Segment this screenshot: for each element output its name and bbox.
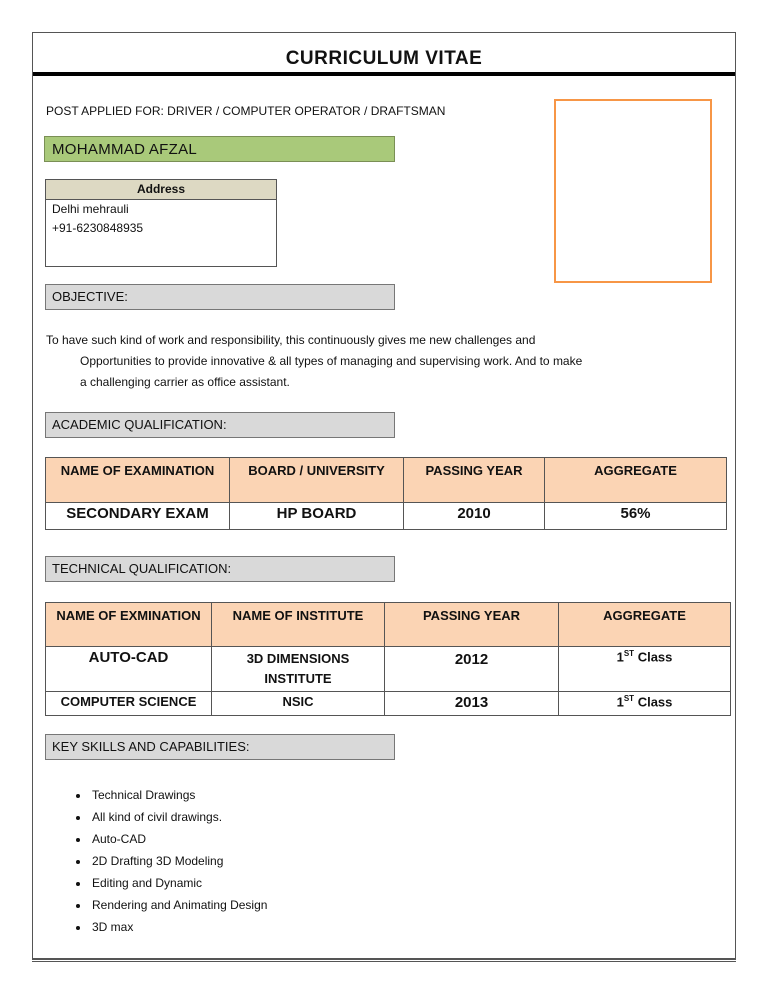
address-box (45, 179, 277, 267)
list-item: • Rendering and Animating Design (90, 894, 267, 916)
academic-heading: ACADEMIC QUALIFICATION: (45, 412, 395, 438)
table-header-row (46, 458, 727, 503)
table-cell: SECONDARY EXAM (46, 503, 230, 530)
table-cell: NSIC (212, 692, 385, 716)
list-item: • All kind of civil drawings. (90, 806, 267, 828)
technical-table (45, 602, 731, 716)
table-cell: 3D DIMENSIONS INSTITUTE (212, 647, 385, 692)
address-heading: Address (46, 180, 276, 200)
table-row (46, 503, 727, 530)
bottom-border (32, 958, 736, 962)
list-item: • 2D Drafting 3D Modeling (90, 850, 267, 872)
post-applied: POST APPLIED FOR: DRIVER / COMPUTER OPERATOR / DRAFTSMAN (46, 104, 446, 118)
skills-list (46, 784, 267, 938)
technical-heading: TECHNICAL QUALIFICATION: (45, 556, 395, 582)
list-item: • Auto-CAD (90, 828, 267, 850)
table-header: NAME OF INSTITUTE (212, 603, 385, 647)
table-header: BOARD / UNIVERSITY (230, 458, 404, 503)
objective-line-3: a challenging carrier as office assistant. (80, 375, 290, 389)
list-item: • 3D max (90, 916, 267, 938)
objective-heading: OBJECTIVE: (45, 284, 395, 310)
table-cell (559, 692, 731, 716)
table-header-row (46, 603, 731, 647)
document-title: CURRICULUM VITAE (285, 48, 483, 69)
table-cell: 56% (545, 503, 727, 530)
address-line-1: Delhi mehrauli (52, 202, 129, 216)
grade-text: Class (637, 694, 673, 710)
list-item: • Technical Drawings (90, 784, 267, 806)
grade-suffix: ST (623, 694, 635, 703)
table-cell: 2010 (404, 503, 545, 530)
grade-number: 1 (616, 694, 624, 710)
photo-placeholder (554, 99, 712, 283)
objective-line-1: To have such kind of work and responsibility, this continuously gives me new challenges and (46, 333, 536, 347)
table-header: PASSING YEAR (385, 603, 559, 647)
address-phone: +91-6230848935 (52, 221, 144, 235)
table-cell (559, 647, 731, 692)
academic-table (45, 457, 727, 530)
grade-text: Class (637, 649, 673, 665)
grade-suffix: ST (623, 649, 635, 658)
table-header: AGGREGATE (559, 603, 731, 647)
objective-line-2: Opportunities to provide innovative & all types of managing and supervising work. And to make (80, 354, 583, 368)
table-header: AGGREGATE (545, 458, 727, 503)
table-header: PASSING YEAR (404, 458, 545, 503)
list-item: • Editing and Dynamic (90, 872, 267, 894)
objective-text (46, 330, 686, 393)
table-row (46, 692, 731, 716)
table-header: NAME OF EXAMINATION (46, 458, 230, 503)
skills-heading: KEY SKILLS AND CAPABILITIES: (45, 734, 395, 760)
table-cell: 2013 (385, 692, 559, 716)
table-cell: AUTO-CAD (46, 647, 212, 692)
candidate-name: MOHAMMAD AFZAL (44, 136, 395, 162)
table-cell: COMPUTER SCIENCE (46, 692, 212, 716)
table-cell: HP BOARD (230, 503, 404, 530)
title-rule (33, 72, 735, 76)
table-header: NAME OF EXMINATION (46, 603, 212, 647)
table-cell: 2012 (385, 647, 559, 692)
grade-number: 1 (616, 649, 624, 665)
table-row (46, 647, 731, 692)
